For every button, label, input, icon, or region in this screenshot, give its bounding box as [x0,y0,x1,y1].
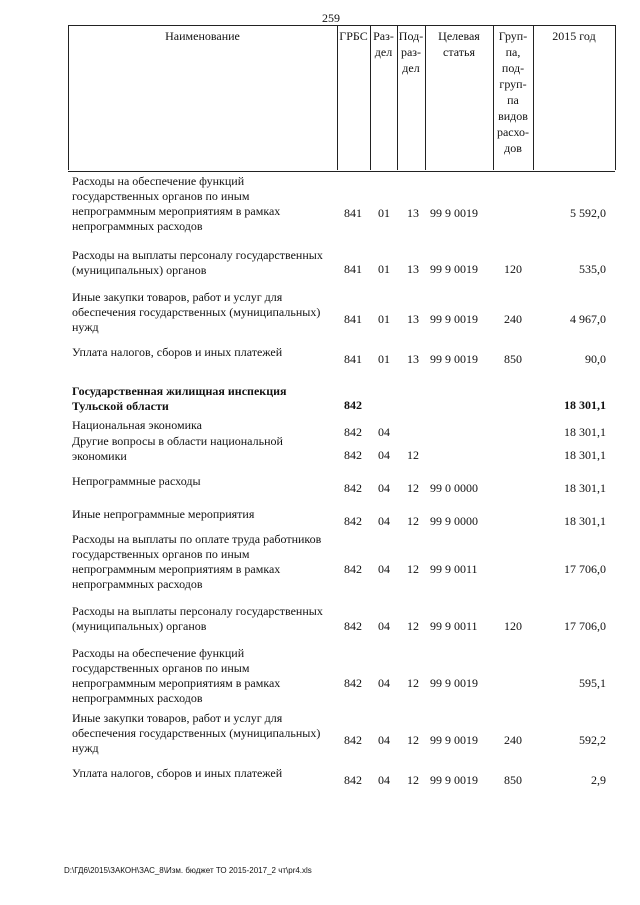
row-vid: 240 [504,733,522,747]
row-amount: 595,1 [579,676,606,690]
row-vid: 120 [504,262,522,276]
row-amount: 5 592,0 [570,206,606,220]
row-vid: 240 [504,312,522,326]
row-podrazdel: 12 [407,619,419,633]
row-statya: 99 9 0011 [430,562,478,576]
row-statya: 99 9 0000 [430,514,478,528]
row-statya: 99 9 0011 [430,619,478,633]
row-name: Национальная экономика [72,418,202,432]
row-grbs: 842 [344,481,362,495]
row-name: Уплата налогов, сборов и иных платежей [72,345,283,359]
row-grbs: 841 [344,206,362,220]
row-podrazdel: 12 [407,773,419,787]
row-podrazdel: 13 [407,352,419,366]
row-statya: 99 0 0000 [430,481,478,495]
row-statya: 99 9 0019 [430,676,478,690]
row-name: Расходы на выплаты по оплате труда работников государственных органов по иным непрограммным мероприятиям в рамках непрограммных расходов [72,532,322,591]
row-statya: 99 9 0019 [430,733,478,747]
row-amount: 4 967,0 [570,312,606,326]
row-razdel: 04 [378,425,390,439]
row-razdel: 01 [378,312,390,326]
row-podrazdel: 12 [407,514,419,528]
row-statya: 99 9 0019 [430,312,478,326]
row-name: Государственная жилищная инспекция Тульской области [72,384,287,413]
header-subsection: Под- раз- дел [398,29,424,75]
row-vid: 850 [504,352,522,366]
row-amount: 18 301,1 [564,481,606,495]
row-vid: 120 [504,619,522,633]
header-grbs: ГРБС [339,29,368,43]
row-grbs: 842 [344,448,362,462]
row-statya: 99 9 0019 [430,773,478,787]
row-name: Иные непрограммные мероприятия [72,507,255,521]
file-path-footer: D:\ГД6\2015\ЗАКОН\ЗАС_8\Изм. бюджет ТО 2015-2017_2 чт\pr4.xls [64,866,312,875]
row-amount: 17 706,0 [564,562,606,576]
row-amount: 535,0 [579,262,606,276]
row-grbs: 842 [344,619,362,633]
row-razdel: 04 [378,514,390,528]
row-name: Непрограммные расходы [72,474,201,488]
row-podrazdel: 13 [407,206,419,220]
row-podrazdel: 12 [407,676,419,690]
row-grbs: 842 [344,398,362,412]
row-grbs: 841 [344,262,362,276]
row-amount: 2,9 [591,773,606,787]
row-razdel: 04 [378,773,390,787]
row-podrazdel: 12 [407,733,419,747]
row-name: Уплата налогов, сборов и иных платежей [72,766,283,780]
row-grbs: 842 [344,773,362,787]
row-razdel: 04 [378,481,390,495]
row-amount: 18 301,1 [564,514,606,528]
row-razdel: 01 [378,352,390,366]
row-podrazdel: 12 [407,448,419,462]
row-grbs: 842 [344,514,362,528]
row-podrazdel: 12 [407,562,419,576]
header-divider [533,25,534,170]
header-section: Раз- дел [373,29,394,59]
row-podrazdel: 12 [407,481,419,495]
header-group: Груп- па, под- груп- па видов расхо- дов [496,29,530,155]
row-razdel: 04 [378,448,390,462]
header-target: Целевая статья [438,29,480,59]
row-amount: 592,2 [579,733,606,747]
row-amount: 17 706,0 [564,619,606,633]
row-amount: 18 301,1 [564,425,606,439]
row-razdel: 04 [378,619,390,633]
row-name: Иные закупки товаров, работ и услуг для обеспечения государственных (муниципальных) нужд [72,711,321,755]
row-podrazdel: 13 [407,262,419,276]
page-number: 259 [322,11,340,25]
row-amount: 90,0 [585,352,606,366]
row-amount: 18 301,1 [564,398,606,412]
header-name: Наименование [165,29,240,43]
row-grbs: 842 [344,425,362,439]
row-statya: 99 9 0019 [430,262,478,276]
row-name: Расходы на выплаты персоналу государственных (муниципальных) органов [72,248,323,277]
row-razdel: 04 [378,676,390,690]
row-grbs: 842 [344,733,362,747]
row-razdel: 04 [378,562,390,576]
row-statya: 99 9 0019 [430,352,478,366]
row-grbs: 842 [344,676,362,690]
row-podrazdel: 13 [407,312,419,326]
row-name: Иные закупки товаров, работ и услуг для обеспечения государственных (муниципальных) нужд [72,290,321,334]
row-amount: 18 301,1 [564,448,606,462]
row-vid: 850 [504,773,522,787]
row-razdel: 01 [378,206,390,220]
row-name: Расходы на обеспечение функций государственных органов по иным непрограммным мероприятиям в рамках непрограммных расходов [72,174,281,233]
row-grbs: 842 [344,562,362,576]
row-grbs: 841 [344,352,362,366]
row-name: Расходы на выплаты персоналу государственных (муниципальных) органов [72,604,323,633]
row-statya: 99 9 0019 [430,206,478,220]
header-divider [68,25,69,170]
row-grbs: 841 [344,312,362,326]
row-name: Расходы на обеспечение функций государственных органов по иным непрограммным мероприятиям в рамках непрограммных расходов [72,646,281,705]
header-divider [337,25,338,170]
header-year: 2015 год [552,29,596,43]
row-razdel: 01 [378,262,390,276]
row-razdel: 04 [378,733,390,747]
header-divider [615,25,616,170]
row-name: Другие вопросы в области национальной экономики [72,434,283,463]
